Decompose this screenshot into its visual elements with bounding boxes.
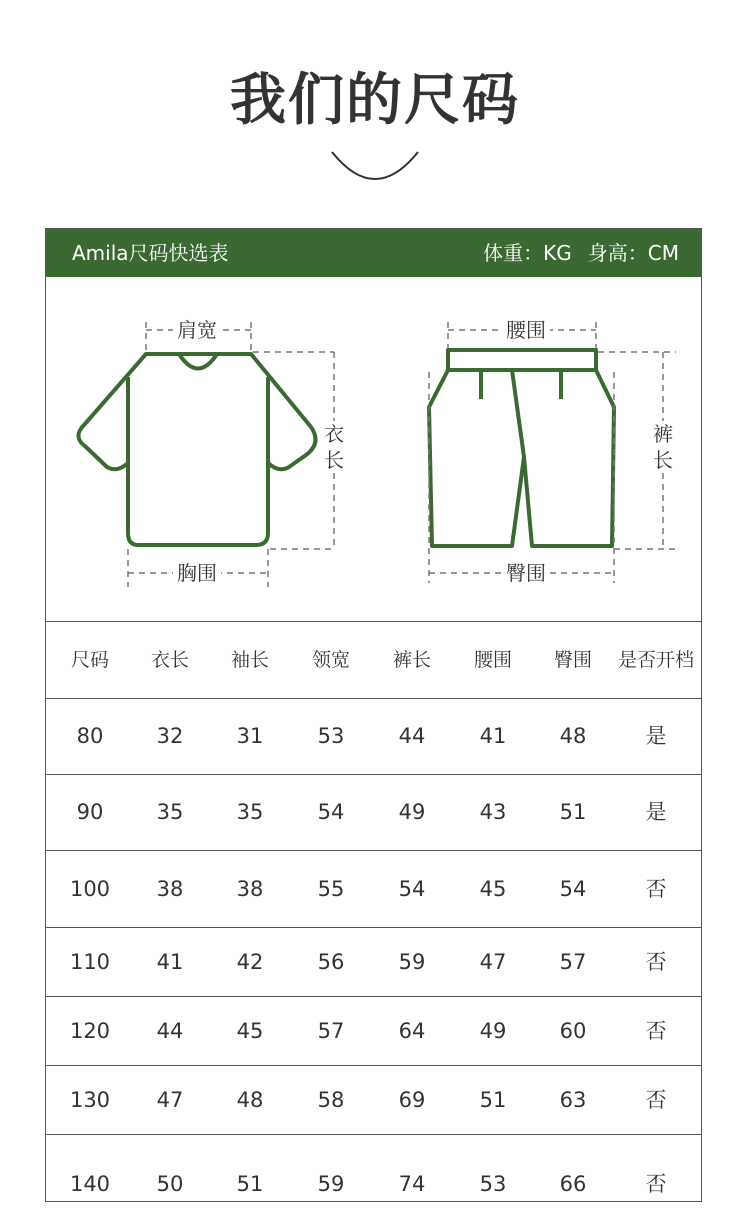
table-row <box>46 1134 702 1202</box>
title-arc-decoration <box>330 148 420 188</box>
cell-open-crotch: 是 <box>645 724 667 748</box>
cell-hip: 63 <box>559 1088 587 1112</box>
shirt-length-label <box>322 421 346 473</box>
size-chart-panel <box>45 228 702 1202</box>
column-header-waist: 腰围 <box>473 649 512 671</box>
cell-collar-width: 59 <box>317 1172 345 1196</box>
cell-size: 120 <box>69 1019 111 1043</box>
cell-size: 80 <box>76 724 104 748</box>
unit-legend <box>483 229 679 277</box>
cell-size: 140 <box>69 1172 111 1196</box>
column-header-collar-width: 领宽 <box>311 649 350 671</box>
column-header-top-length: 衣长 <box>150 649 189 671</box>
cell-size: 110 <box>69 950 111 974</box>
cell-hip: 54 <box>559 877 587 901</box>
cell-top-length: 47 <box>156 1088 184 1112</box>
cell-pants-length: 59 <box>398 950 426 974</box>
cell-pants-length: 64 <box>398 1019 426 1043</box>
cell-top-length: 35 <box>156 800 184 824</box>
cell-open-crotch: 否 <box>645 877 667 901</box>
cell-hip: 60 <box>559 1019 587 1043</box>
shirt-length-char-1: 衣 <box>324 422 344 446</box>
column-header-size: 尺码 <box>70 649 109 671</box>
cell-hip: 57 <box>559 950 587 974</box>
cell-collar-width: 58 <box>317 1088 345 1112</box>
pants-length-char-2: 长 <box>653 448 673 472</box>
cell-top-length: 32 <box>156 724 184 748</box>
shirt-collar-icon <box>179 354 217 369</box>
cell-size: 90 <box>76 800 104 824</box>
pants-length-char-1: 裤 <box>653 422 673 446</box>
cell-sleeve-length: 42 <box>236 950 264 974</box>
waist-label: 腰围 <box>502 318 550 342</box>
hip-label: 臀围 <box>502 561 550 585</box>
weight-unit: 体重：KG <box>483 241 572 265</box>
table-row <box>46 698 702 774</box>
cell-sleeve-length: 51 <box>236 1172 264 1196</box>
table-row <box>46 927 702 996</box>
cell-waist: 41 <box>479 724 507 748</box>
table-row <box>46 1065 702 1134</box>
cell-top-length: 38 <box>156 877 184 901</box>
column-header-hip: 臀围 <box>553 649 592 671</box>
chest-label: 胸围 <box>173 561 221 585</box>
cell-sleeve-length: 38 <box>236 877 264 901</box>
cell-waist: 49 <box>479 1019 507 1043</box>
cell-open-crotch: 否 <box>645 1172 667 1196</box>
cell-waist: 43 <box>479 800 507 824</box>
cell-size: 130 <box>69 1088 111 1112</box>
cell-collar-width: 55 <box>317 877 345 901</box>
cell-waist: 45 <box>479 877 507 901</box>
table-row <box>46 774 702 850</box>
cell-collar-width: 54 <box>317 800 345 824</box>
cell-waist: 51 <box>479 1088 507 1112</box>
cell-collar-width: 56 <box>317 950 345 974</box>
pants-waistband-icon <box>448 350 596 370</box>
pants-outline-icon <box>429 370 614 546</box>
height-unit: 身高：CM <box>587 241 679 265</box>
cell-top-length: 41 <box>156 950 184 974</box>
cell-pants-length: 74 <box>398 1172 426 1196</box>
measurement-diagram <box>46 277 702 621</box>
cell-waist: 47 <box>479 950 507 974</box>
column-header-open-crotch: 是否开档 <box>617 649 694 671</box>
cell-waist: 53 <box>479 1172 507 1196</box>
cell-open-crotch: 是 <box>645 800 667 824</box>
column-header-pants-length: 裤长 <box>392 649 431 671</box>
cell-open-crotch: 否 <box>645 1088 667 1112</box>
cell-top-length: 50 <box>156 1172 184 1196</box>
size-chart-name: Amila尺码快选表 <box>72 241 229 265</box>
cell-collar-width: 57 <box>317 1019 345 1043</box>
cell-pants-length: 49 <box>398 800 426 824</box>
page-title: 我们的尺码 <box>230 68 520 133</box>
cell-sleeve-length: 31 <box>236 724 264 748</box>
shirt-length-char-2: 长 <box>324 448 344 472</box>
cell-hip: 66 <box>559 1172 587 1196</box>
table-row <box>46 850 702 927</box>
cell-sleeve-length: 35 <box>236 800 264 824</box>
cell-open-crotch: 否 <box>645 950 667 974</box>
pants-length-label <box>651 421 675 473</box>
column-header-sleeve-length: 袖长 <box>230 649 269 671</box>
shoulder-width-label: 肩宽 <box>173 318 221 342</box>
cell-collar-width: 53 <box>317 724 345 748</box>
cell-sleeve-length: 48 <box>236 1088 264 1112</box>
cell-pants-length: 69 <box>398 1088 426 1112</box>
cell-size: 100 <box>69 877 111 901</box>
cell-hip: 51 <box>559 800 587 824</box>
size-chart-header <box>46 229 701 277</box>
table-row <box>46 996 702 1065</box>
cell-sleeve-length: 45 <box>236 1019 264 1043</box>
cell-pants-length: 44 <box>398 724 426 748</box>
cell-pants-length: 54 <box>398 877 426 901</box>
cell-top-length: 44 <box>156 1019 184 1043</box>
shirt-outline-icon <box>78 354 315 545</box>
cell-open-crotch: 否 <box>645 1019 667 1043</box>
cell-hip: 48 <box>559 724 587 748</box>
table-header-row <box>46 621 702 698</box>
